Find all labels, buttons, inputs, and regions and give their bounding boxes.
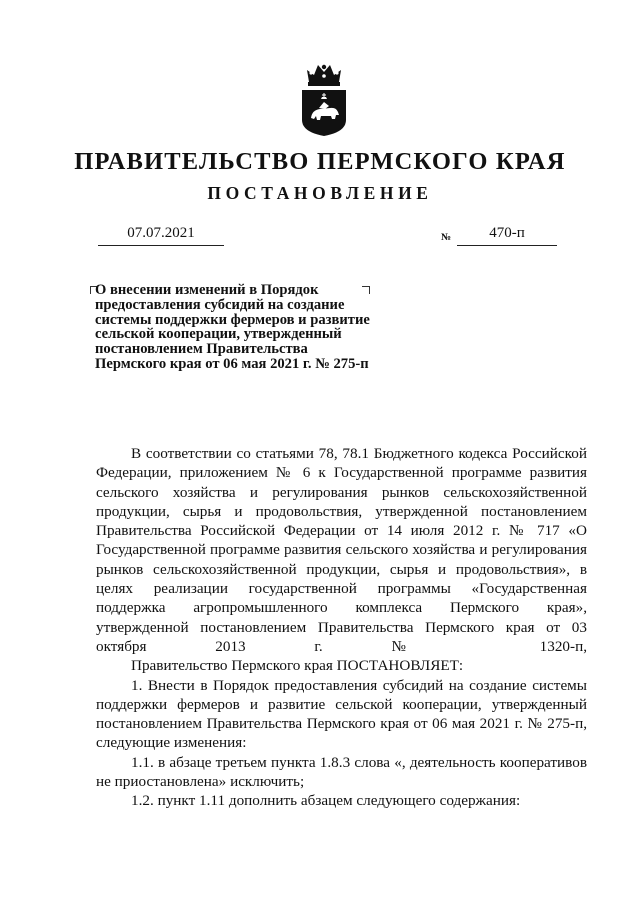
item-1-1-paragraph: 1.1. в абзаце третьем пункта 1.8.3 слова «, деятельность кооперативов не приостановлена» исключить; <box>96 753 587 791</box>
item-1-paragraph: 1. Внести в Порядок предоставления субсидий на создание системы поддержки фермеров и развитие сельской кооперации, утвержденный постановлением Правительства Пермского края от 06 мая 2021 г. № 275-п, следующие изменения: <box>96 676 587 752</box>
preamble-paragraph: В соответствии со статьями 78, 78.1 Бюджетного кодекса Российской Федерации, приложением № 6 к Государственной программе развития сельского хозяйства и регулирования рынков сельскохозяйственной продукции, сырья и продовольствия, утвержденной постановлением Правительства Российской Федерации от 14 июля 2012 г. № 717 «О Государственной программе развития сельского хозяйства и регулирования рынков сельскохозяйственной продукции, сырья и продовольствия», в целях реализации государственной программы «Государственная поддержка агропромышленного комплекса Пермского края», утвержденной постановлением Правительства Пермского края от 03 октября 2013 г. № 1320-п, <box>96 445 587 655</box>
item-1-2-paragraph: 1.2. пункт 1.11 дополнить абзацем следующего содержания: <box>131 792 521 810</box>
document-subject: О внесении изменений в Порядок предоставления субсидий на создание системы поддержки фермеров и развитие сельской кооперации, утвержденный постановлением Правительства Пермского края от 06 мая 2021 г. № 275-п <box>95 282 370 372</box>
decree-paragraph: Правительство Пермского края ПОСТАНОВЛЯЕТ: <box>131 657 464 675</box>
document-number: 470-п <box>457 224 557 246</box>
coat-of-arms-icon <box>299 62 349 138</box>
document-body <box>96 444 587 811</box>
number-label: № <box>441 232 452 243</box>
document-date: 07.07.2021 <box>98 224 224 246</box>
government-title: ПРАВИТЕЛЬСТВО ПЕРМСКОГО КРАЯ <box>74 148 566 175</box>
document-type: ПОСТАНОВЛЕНИЕ <box>207 183 433 203</box>
